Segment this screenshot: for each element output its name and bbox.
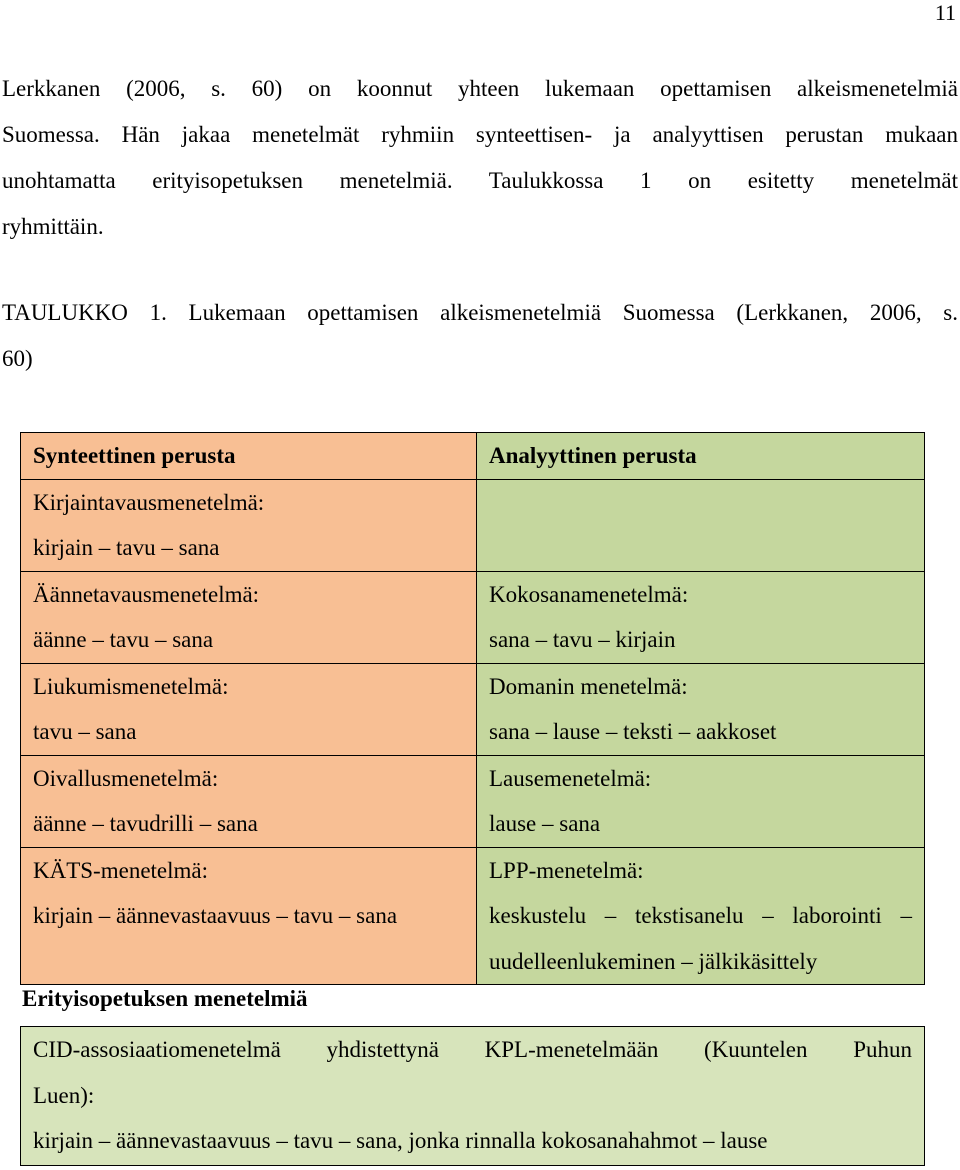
table-row bbox=[21, 847, 925, 985]
method-sequence bbox=[489, 525, 912, 571]
header-synthetic: Synteettinen perusta bbox=[21, 433, 477, 480]
intro-line: ryhmittäin. bbox=[2, 214, 104, 239]
intro-line: unohtamatta erityisopetuksen menetelmiä. Taulukkossa 1 on esitetty menetelmät bbox=[2, 168, 958, 193]
intro-line: Suomessa. Hän jakaa menetelmät ryhmiin synteettisen- ja analyyttisen perustan mukaan bbox=[2, 122, 958, 147]
cell-synthetic bbox=[21, 755, 477, 847]
page-number: 11 bbox=[934, 0, 956, 25]
method-name: Äännetavausmenetelmä: bbox=[33, 581, 260, 607]
method-name: Kokosanamenetelmä: bbox=[489, 581, 689, 607]
caption-line: 60) bbox=[2, 346, 33, 371]
special-method-line: CID-assosiaatiomenetelmä yhdistettynä KPL-menetelmään (Kuuntelen Puhun bbox=[33, 1037, 912, 1062]
table-row bbox=[21, 479, 925, 571]
cell-analytic bbox=[477, 663, 925, 755]
method-sequence: äänne – tavu – sana bbox=[33, 627, 214, 652]
method-name: KÄTS-menetelmä: bbox=[33, 857, 209, 883]
method-sequence: lause – sana bbox=[489, 811, 601, 836]
cell-analytic bbox=[477, 479, 925, 571]
intro-paragraph bbox=[2, 66, 958, 250]
method-name: Domanin menetelmä: bbox=[489, 673, 688, 699]
method-sequence: tavu – sana bbox=[33, 719, 137, 744]
table-row bbox=[21, 571, 925, 663]
special-method-line: Luen): bbox=[33, 1082, 95, 1108]
methods-table bbox=[20, 432, 925, 985]
cell-synthetic bbox=[21, 479, 477, 571]
method-name: Kirjaintavausmenetelmä: bbox=[33, 489, 265, 515]
table-row bbox=[21, 663, 925, 755]
table-header-row bbox=[21, 433, 925, 480]
special-education-box bbox=[20, 1026, 925, 1166]
table-caption bbox=[2, 290, 958, 382]
table-row bbox=[21, 755, 925, 847]
method-sequence: kirjain – tavu – sana bbox=[33, 535, 220, 560]
method-name: Liukumismenetelmä: bbox=[33, 673, 229, 699]
method-sequence: sana – tavu – kirjain bbox=[489, 627, 676, 652]
method-sequence: keskustelu – tekstisanelu – laborointi – bbox=[489, 903, 912, 928]
method-sequence: äänne – tavudrilli – sana bbox=[33, 811, 258, 836]
method-name: LPP-menetelmä: bbox=[489, 857, 644, 883]
cell-analytic bbox=[477, 755, 925, 847]
method-sequence: sana – lause – teksti – aakkoset bbox=[489, 719, 777, 744]
cell-analytic bbox=[477, 571, 925, 663]
special-education-heading: Erityisopetuksen menetelmiä bbox=[22, 986, 308, 1011]
cell-synthetic bbox=[21, 663, 477, 755]
method-sequence-continued: uudelleenlukeminen – jälkikäsittely bbox=[489, 948, 818, 974]
method-name: Oivallusmenetelmä: bbox=[33, 765, 219, 791]
caption-line: TAULUKKO 1. Lukemaan opettamisen alkeismenetelmiä Suomessa (Lerkkanen, 2006, s. bbox=[2, 300, 958, 325]
special-method-sequence: kirjain – äännevastaavuus – tavu – sana, jonka rinnalla kokosanahahmot – lause bbox=[33, 1128, 768, 1153]
method-name bbox=[489, 480, 912, 526]
header-analytic: Analyyttinen perusta bbox=[477, 433, 925, 480]
cell-analytic bbox=[477, 847, 925, 985]
intro-line: Lerkkanen (2006, s. 60) on koonnut yhteen lukemaan opettamisen alkeismenetelmiä bbox=[2, 76, 958, 101]
cell-synthetic bbox=[21, 847, 477, 985]
method-sequence: kirjain – äännevastaavuus – tavu – sana bbox=[33, 903, 398, 928]
cell-synthetic bbox=[21, 571, 477, 663]
method-name: Lausemenetelmä: bbox=[489, 765, 652, 791]
